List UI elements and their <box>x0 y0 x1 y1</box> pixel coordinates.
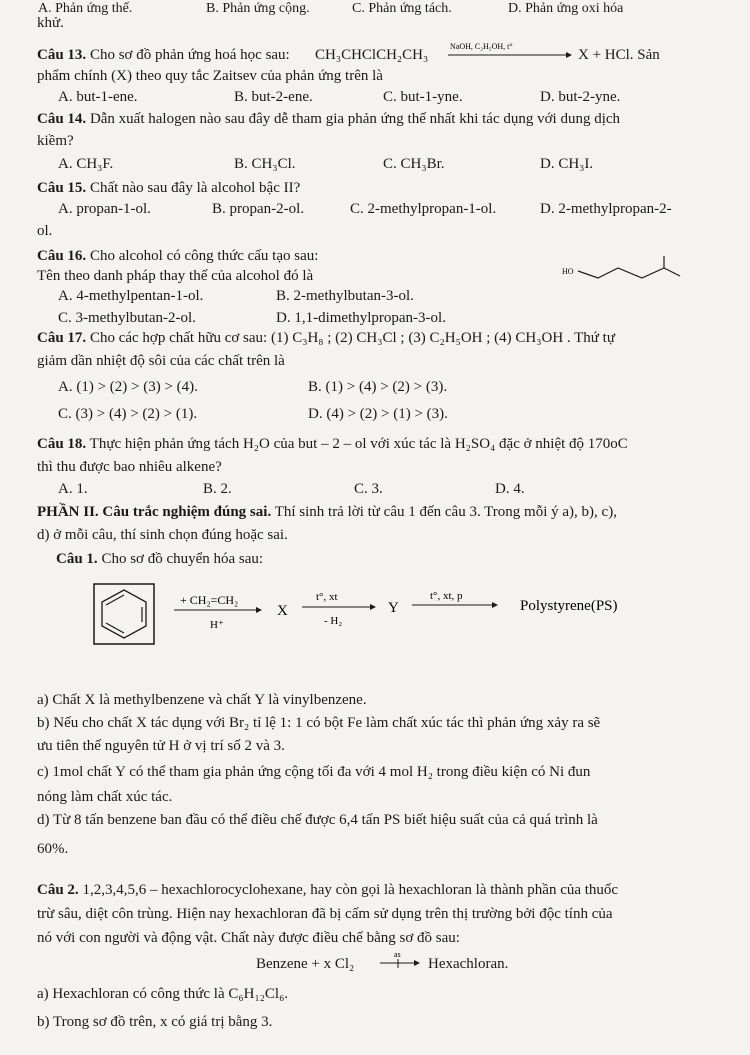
c2-stem <box>37 881 618 899</box>
q18-option-d: D. 4. <box>495 481 525 497</box>
c2-equation-right: Hexachloran. <box>428 956 509 972</box>
arrow2-elimination: - H₂ <box>324 615 343 627</box>
c1-statement-d-line2: 60%. <box>37 841 69 857</box>
q14-option-a: A. CH₃F. <box>58 156 114 172</box>
c2-equation-left: Benzene + x Cl₂ <box>256 956 355 972</box>
q18-option-b: B. 2. <box>203 481 232 497</box>
q15-stem <box>37 179 300 197</box>
c1-statement-c-line2: nóng làm chất xúc tác. <box>37 789 173 805</box>
q16-line2: Tên theo danh pháp thay thế của alcohol đó là <box>37 268 314 284</box>
q18-label: Câu 18. <box>37 436 87 452</box>
prev-question-tail: khử. <box>37 15 64 31</box>
q13-text: Cho sơ đồ phản ứng hoá học sau: <box>89 47 290 63</box>
q14-option-c: C. CH₃Br. <box>383 156 445 172</box>
q15-option-a: A. propan-1-ol. <box>58 201 151 217</box>
c1-conversion-scheme <box>80 574 660 664</box>
q13-arrow-label: NaOH, C₂H₅OH, t° <box>450 42 513 51</box>
q14-option-b: B. CH₃Cl. <box>234 156 296 172</box>
c1-statement-d-line1: d) Từ 8 tấn benzene ban đầu có thể điều chế được 6,4 tấn PS biết hiệu suất của cả quá trình là <box>37 812 598 828</box>
q13-option-d: D. but-2-yne. <box>540 89 621 105</box>
q16-text: Cho alcohol có công thức cấu tạo sau: <box>89 248 319 264</box>
part2-heading <box>37 503 617 521</box>
q16-label: Câu 16. <box>37 248 87 264</box>
option-b: B. Phản ứng cộng. <box>206 1 310 16</box>
arrow1-reagent: + CH₂=CH₂ <box>180 593 239 607</box>
q16-stem <box>37 247 318 265</box>
c2-light-arrow <box>378 948 422 972</box>
q13-option-b: B. but-2-ene. <box>234 89 313 105</box>
q14-stem <box>37 110 620 128</box>
q17-option-c: C. (3) > (4) > (2) > (1). <box>58 406 198 422</box>
q14-text: Dẫn xuất halogen nào sau đây dễ tham gia phản ứng thế nhất khi tác dụng với dung dịch <box>89 111 621 127</box>
c1-statement-b-line1: b) Nếu cho chất X tác dụng với Br₂ tỉ lệ 1: 1 có bột Fe làm chất xúc tác thì phản ứng xảy ra sẽ <box>37 715 601 731</box>
c1-label: Câu 1. <box>56 551 98 567</box>
q13-option-c: C. but-1-yne. <box>383 89 463 105</box>
compound-y: Y <box>388 600 399 616</box>
q13-reaction-arrow <box>444 40 574 66</box>
c2-arrow-condition: as <box>394 950 401 959</box>
q15-option-d: D. 2-methylpropan-2- <box>540 201 672 217</box>
q17-stem <box>37 329 615 347</box>
option-c: C. Phản ứng tách. <box>352 1 452 16</box>
q17-option-d: D. (4) > (2) > (1) > (3). <box>308 406 448 422</box>
c2-statement-a: a) Hexachloran có công thức là C₆H₁₂Cl₆. <box>37 986 289 1002</box>
q17-text: Cho các hợp chất hữu cơ sau: (1) C₃H₈ ; (2) CH₃Cl ; (3) C₂H₅OH ; (4) CH₃OH . Thứ tự <box>89 330 615 346</box>
q16-option-a: A. 4-methylpentan-1-ol. <box>58 288 204 304</box>
c2-line3: nó với con người và động vật. Chất này được điều chế bằng sơ đồ sau: <box>37 930 460 946</box>
option-a: A. Phản ứng thế. <box>38 1 133 16</box>
option-d: D. Phản ứng oxi hóa <box>508 1 624 16</box>
arrow3-condition: t°, xt, p <box>430 590 463 602</box>
q18-stem <box>37 435 628 453</box>
q16-ho-label: HO <box>562 267 574 276</box>
q14-label: Câu 14. <box>37 111 87 127</box>
c1-statement-c-line1: c) 1mol chất Y có thể tham gia phản ứng cộng tối đa với 4 mol H₂ trong điều kiện có Ni đun <box>37 764 591 780</box>
c1-statement-a: a) Chất X là methylbenzene và chất Y là vinylbenzene. <box>37 692 367 708</box>
q16-option-c: C. 3-methylbutan-2-ol. <box>58 310 196 326</box>
part2-text: Thí sinh trả lời từ câu 1 đến câu 3. Trong mỗi ý a), b), c), <box>274 504 617 520</box>
part2-line2: d) ở mỗi câu, thí sinh chọn đúng hoặc sai. <box>37 527 288 543</box>
c2-statement-b: b) Trong sơ đồ trên, x có giá trị bằng 3. <box>37 1014 273 1030</box>
q17-line2: giảm dần nhiệt độ sôi của các chất trên là <box>37 353 285 369</box>
c1-text: Cho sơ đồ chuyển hóa sau: <box>101 551 264 567</box>
q14-option-d: D. CH₃I. <box>540 156 594 172</box>
c1-statement-b-line2: ưu tiên thế nguyên tử H ở vị trí số 2 và 3. <box>37 738 285 754</box>
q18-option-a: A. 1. <box>58 481 88 497</box>
compound-x: X <box>277 603 288 619</box>
c2-text: 1,2,3,4,5,6 – hexachlorocyclohexane, hay còn gọi là hexachloran là thành phần của thuốc <box>82 882 619 898</box>
arrow2-condition: t°, xt <box>316 591 338 603</box>
c2-label: Câu 2. <box>37 882 79 898</box>
q13-label: Câu 13. <box>37 47 87 63</box>
q15-text: Chất nào sau đây là alcohol bậc II? <box>89 180 301 196</box>
q16-option-b: B. 2-methylbutan-3-ol. <box>276 288 414 304</box>
c1-stem <box>56 550 263 568</box>
q13-option-a: A. but-1-ene. <box>58 89 138 105</box>
q13-line2: phẩm chính (X) theo quy tắc Zaitsev của phản ứng trên là <box>37 68 383 84</box>
q16-option-d: D. 1,1-dimethylpropan-3-ol. <box>276 310 446 326</box>
q17-option-a: A. (1) > (2) > (3) > (4). <box>58 379 198 395</box>
q13-stem <box>37 46 290 64</box>
q17-label: Câu 17. <box>37 330 87 346</box>
benzene-ring-icon <box>94 584 154 644</box>
c2-line2: trừ sâu, diệt côn trùng. Hiện nay hexachloran đã bị cấm sử dụng trên thị trường bởi độc tính của <box>37 906 613 922</box>
q18-option-c: C. 3. <box>354 481 383 497</box>
part2-title: PHẦN II. Câu trắc nghiệm đúng sai. <box>37 504 272 520</box>
q14-line2: kiềm? <box>37 133 74 149</box>
q13-reactant: CH₃CHClCH₂CH₃ <box>315 47 429 63</box>
q15-option-b: B. propan-2-ol. <box>212 201 305 217</box>
final-product: Polystyrene(PS) <box>520 598 618 614</box>
q16-skeletal-structure <box>560 256 684 282</box>
q13-product: X + HCl. Sản <box>578 47 660 63</box>
q15-line3: ol. <box>37 223 53 239</box>
q13-reaction <box>315 46 428 64</box>
q15-option-c: C. 2-methylpropan-1-ol. <box>350 201 497 217</box>
q18-line2: thì thu được bao nhiêu alkene? <box>37 459 222 475</box>
q18-text: Thực hiện phản ứng tách H₂O của but – 2 – ol với xúc tác là H₂SO₄ đặc ở nhiệt độ 170oC <box>89 436 628 452</box>
q15-label: Câu 15. <box>37 180 87 196</box>
arrow1-catalyst: H⁺ <box>210 619 224 631</box>
q17-option-b: B. (1) > (4) > (2) > (3). <box>308 379 448 395</box>
